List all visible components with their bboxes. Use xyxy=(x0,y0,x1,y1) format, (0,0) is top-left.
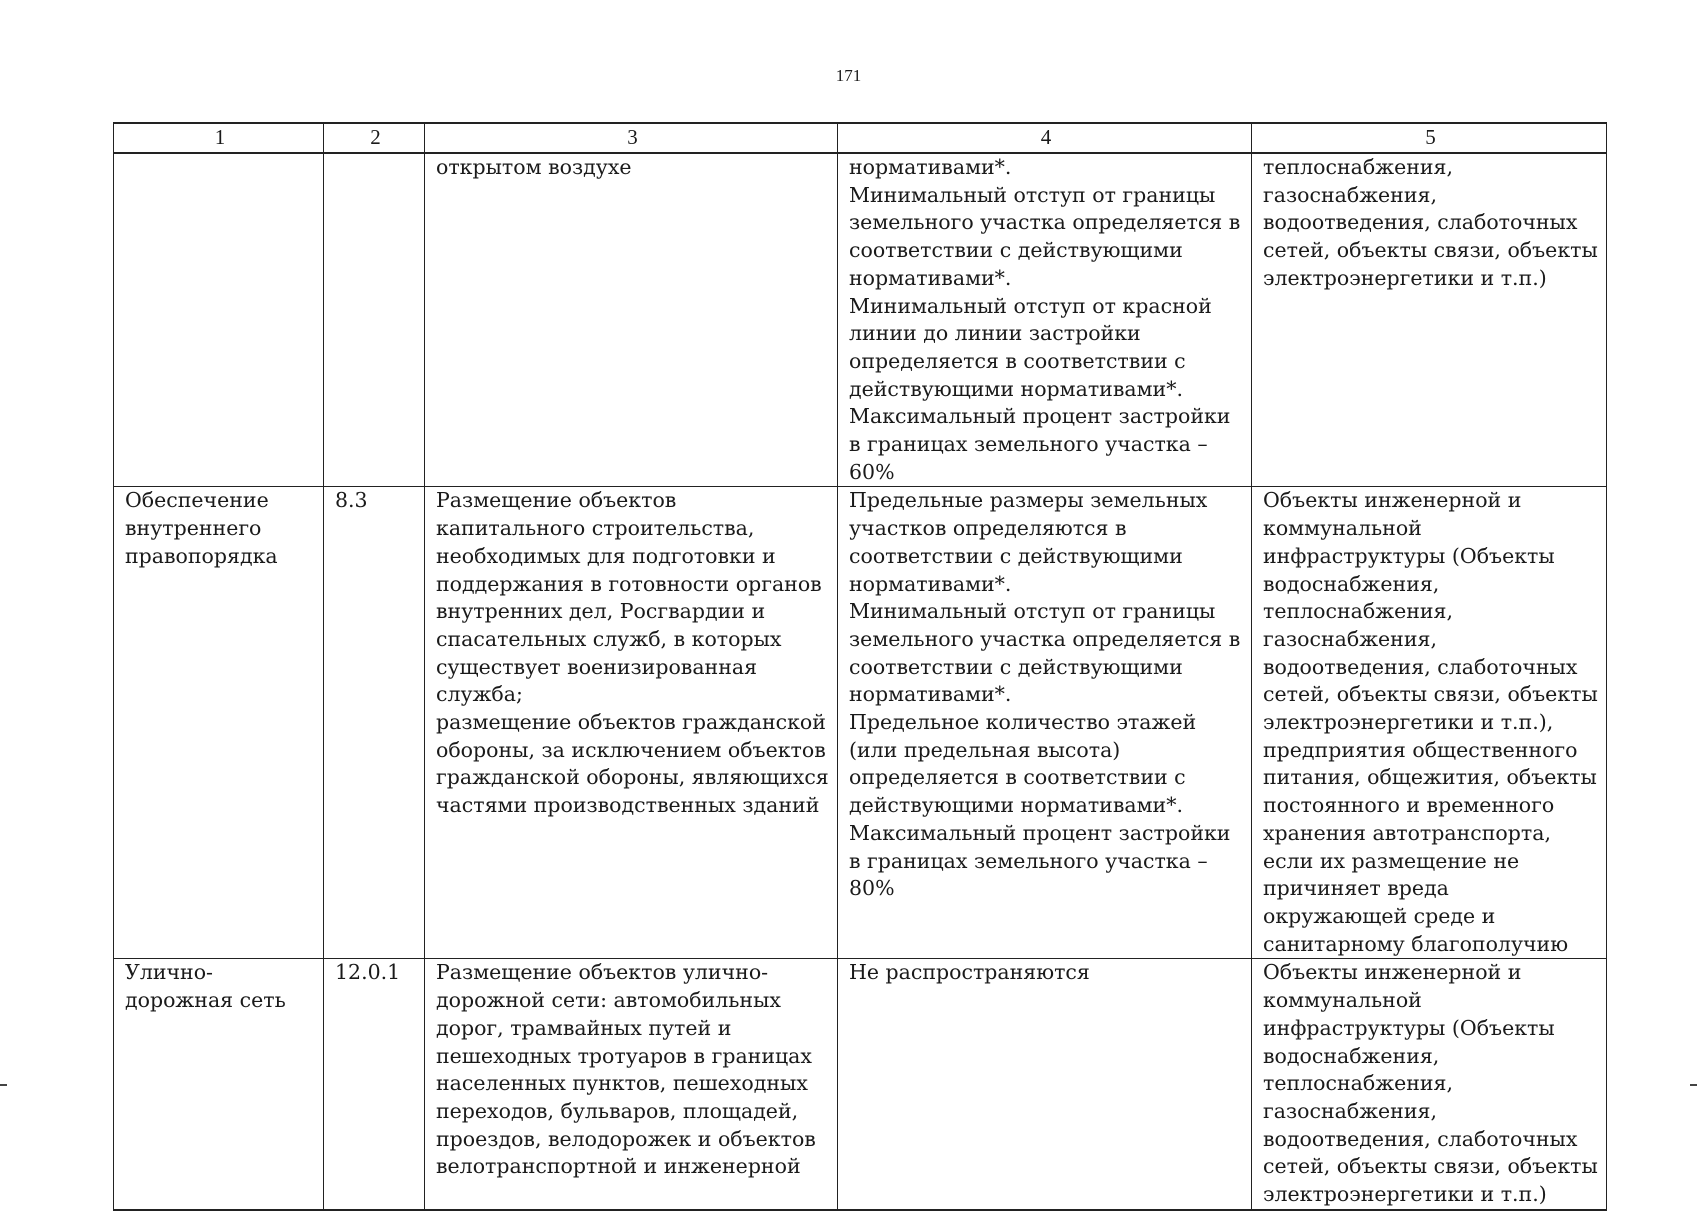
scan-edge-mark-left xyxy=(0,1084,7,1086)
table-row xyxy=(114,959,1607,1210)
column-header-3: 3 xyxy=(425,123,838,153)
auxiliary-uses-cell: Объекты инженерной и коммунальной инфраструктуры (Объекты водоснабжения, теплоснабжения, газоснабжения, водоотведения, слаботочных сетей, объекты связи, объекты электроэнергетики и т.п.) xyxy=(1252,959,1607,1210)
use-code-cell: 8.3 xyxy=(324,487,425,959)
auxiliary-uses-cell: теплоснабжения, газоснабжения, водоотведения, слаботочных сетей, объекты связи, объекты электроэнергетики и т.п.) xyxy=(1252,153,1607,487)
table-row xyxy=(114,487,1607,959)
column-header-2: 2 xyxy=(324,123,425,153)
column-header-4: 4 xyxy=(838,123,1252,153)
page-number: 171 xyxy=(835,66,862,85)
use-description-cell: Размещение объектов капитального строительства, необходимых для подготовки и поддержания в готовности органов внутренних дел, Росгвардии и спасательных служб, в которых существует военизированная служба; размещение объектов гражданской обороны, за исключением объектов гражданской обороны, являющихся частями производственных зданий xyxy=(425,487,838,959)
column-header-1: 1 xyxy=(114,123,324,153)
use-description-cell: открытом воздухе xyxy=(425,153,838,487)
use-description-cell: Размещение объектов улично-дорожной сети: автомобильных дорог, трамвайных путей и пешеходных тротуаров в границах населенных пунктов, пешеходных переходов, бульваров, площадей, проездов, велодорожек и объектов велотранспортной и инженерной xyxy=(425,959,838,1210)
use-type-name-cell: Обеспечение внутреннего правопорядка xyxy=(114,487,324,959)
parameters-cell: нормативами*. Минимальный отступ от границы земельного участка определяется в соответствии с действующими нормативами*. Минимальный отступ от красной линии до линии застройки определяется в соответствии с действующими нормативами*. Максимальный процент застройки в границах земельного участка – 60% xyxy=(838,153,1252,487)
table-row xyxy=(114,153,1607,487)
auxiliary-uses-cell: Объекты инженерной и коммунальной инфраструктуры (Объекты водоснабжения, теплоснабжения, газоснабжения, водоотведения, слаботочных сетей, объекты связи, объекты электроэнергетики и т.п.), предприятия общественного питания, общежития, объекты постоянного и временного хранения автотранспорта, если их размещение не причиняет вреда окружающей среде и санитарному благополучию xyxy=(1252,487,1607,959)
column-header-5: 5 xyxy=(1252,123,1607,153)
use-code-cell: 12.0.1 xyxy=(324,959,425,1210)
use-code-cell xyxy=(324,153,425,487)
parameters-cell: Не распространяются xyxy=(838,959,1252,1210)
use-type-name-cell: Улично-дорожная сеть xyxy=(114,959,324,1210)
scan-edge-mark-right xyxy=(1690,1084,1697,1086)
column-number-header-row xyxy=(114,123,1607,153)
land-use-regulations-table xyxy=(113,122,1607,1211)
parameters-cell: Предельные размеры земельных участков определяются в соответствии с действующими нормативами*. Минимальный отступ от границы земельного участка определяется в соответствии с действующими нормативами*. Предельное количество этажей (или предельная высота) определяется в соответствии с действующими нормативами*. Максимальный процент застройки в границах земельного участка – 80% xyxy=(838,487,1252,959)
use-type-name-cell xyxy=(114,153,324,487)
